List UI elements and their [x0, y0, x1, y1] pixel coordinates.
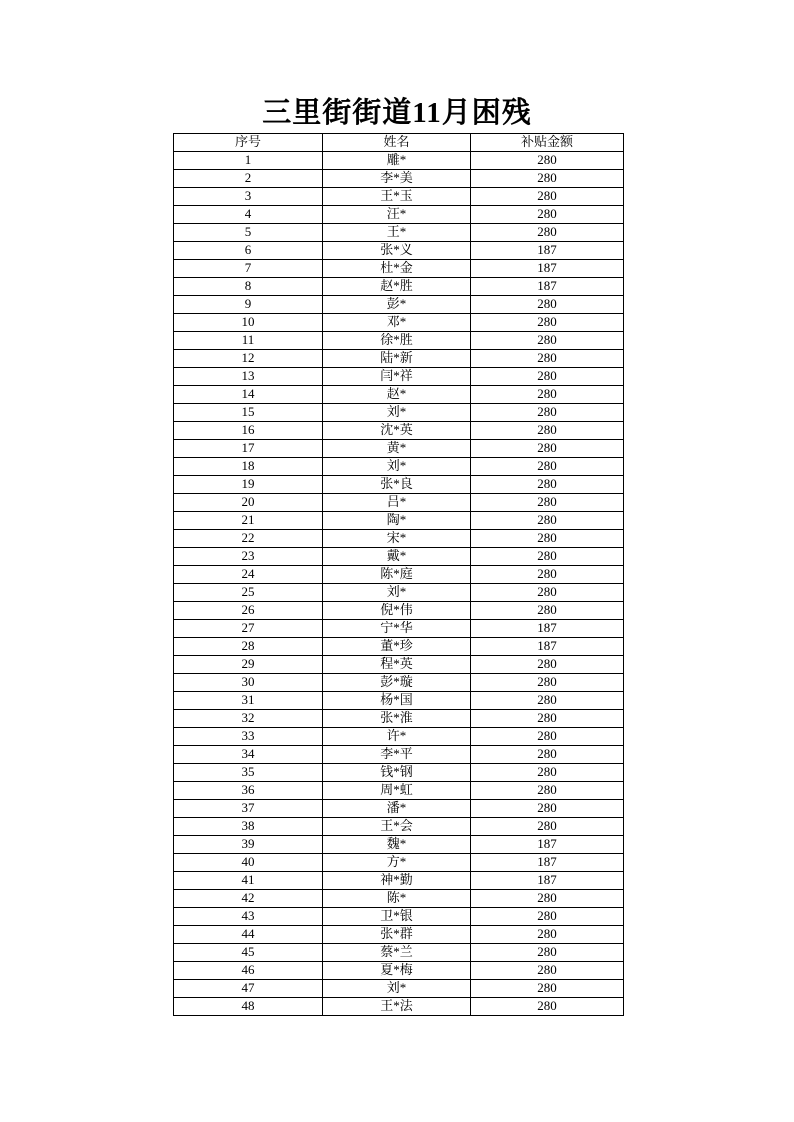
amount-cell: 280 — [471, 170, 624, 188]
row-number-cell: 12 — [174, 350, 323, 368]
table-row — [174, 386, 624, 404]
name-cell: 程*英 — [323, 656, 471, 674]
row-number-cell: 33 — [174, 728, 323, 746]
name-cell: 陆*新 — [323, 350, 471, 368]
row-number-cell: 14 — [174, 386, 323, 404]
amount-cell: 280 — [471, 458, 624, 476]
row-number-cell: 24 — [174, 566, 323, 584]
name-cell: 彭*璇 — [323, 674, 471, 692]
table-row — [174, 998, 624, 1016]
table-row — [174, 638, 624, 656]
name-cell: 潘* — [323, 800, 471, 818]
table-row — [174, 296, 624, 314]
name-cell: 蔡*兰 — [323, 944, 471, 962]
table-row — [174, 224, 624, 242]
name-cell: 陈* — [323, 890, 471, 908]
row-number-cell: 38 — [174, 818, 323, 836]
row-number-cell: 20 — [174, 494, 323, 512]
row-number-cell: 18 — [174, 458, 323, 476]
name-cell: 宋* — [323, 530, 471, 548]
name-cell: 许* — [323, 728, 471, 746]
name-cell: 卫*银 — [323, 908, 471, 926]
name-cell: 李*美 — [323, 170, 471, 188]
row-number-cell: 15 — [174, 404, 323, 422]
page-title: 三里街街道11月困残 — [262, 97, 532, 129]
table-row — [174, 728, 624, 746]
row-number-cell: 11 — [174, 332, 323, 350]
amount-cell: 280 — [471, 980, 624, 998]
table-row — [174, 350, 624, 368]
amount-cell: 280 — [471, 656, 624, 674]
table-row — [174, 368, 624, 386]
name-cell: 王*玉 — [323, 188, 471, 206]
table-row — [174, 422, 624, 440]
name-cell: 杜*金 — [323, 260, 471, 278]
table-row — [174, 512, 624, 530]
row-number-cell: 37 — [174, 800, 323, 818]
amount-cell: 280 — [471, 908, 624, 926]
amount-cell: 280 — [471, 422, 624, 440]
table-row — [174, 836, 624, 854]
row-number-cell: 19 — [174, 476, 323, 494]
amount-cell: 187 — [471, 872, 624, 890]
table-row — [174, 152, 624, 170]
row-number-cell: 45 — [174, 944, 323, 962]
amount-cell: 280 — [471, 314, 624, 332]
amount-cell: 280 — [471, 890, 624, 908]
row-number-cell: 6 — [174, 242, 323, 260]
amount-cell: 187 — [471, 242, 624, 260]
subsidy-table — [173, 133, 624, 1016]
name-cell: 倪*伟 — [323, 602, 471, 620]
column-header-name: 姓名 — [323, 134, 471, 152]
amount-cell: 280 — [471, 728, 624, 746]
name-cell: 宁*华 — [323, 620, 471, 638]
table-row — [174, 908, 624, 926]
table-row — [174, 566, 624, 584]
table-row — [174, 782, 624, 800]
table-row — [174, 188, 624, 206]
table-row — [174, 800, 624, 818]
table-row — [174, 980, 624, 998]
row-number-cell: 46 — [174, 962, 323, 980]
table-row — [174, 260, 624, 278]
name-cell: 张*良 — [323, 476, 471, 494]
row-number-cell: 17 — [174, 440, 323, 458]
table-row — [174, 872, 624, 890]
name-cell: 陈*庭 — [323, 566, 471, 584]
amount-cell: 280 — [471, 386, 624, 404]
table-row — [174, 854, 624, 872]
row-number-cell: 1 — [174, 152, 323, 170]
row-number-cell: 28 — [174, 638, 323, 656]
amount-cell: 280 — [471, 368, 624, 386]
amount-cell: 280 — [471, 800, 624, 818]
table-row — [174, 962, 624, 980]
amount-cell: 280 — [471, 188, 624, 206]
table-row — [174, 890, 624, 908]
table-row — [174, 242, 624, 260]
row-number-cell: 41 — [174, 872, 323, 890]
row-number-cell: 32 — [174, 710, 323, 728]
row-number-cell: 4 — [174, 206, 323, 224]
amount-cell: 280 — [471, 476, 624, 494]
name-cell: 魏* — [323, 836, 471, 854]
row-number-cell: 22 — [174, 530, 323, 548]
column-header-amount: 补贴金额 — [471, 134, 624, 152]
amount-cell: 280 — [471, 692, 624, 710]
amount-cell: 280 — [471, 782, 624, 800]
table-row — [174, 440, 624, 458]
name-cell: 钱*钢 — [323, 764, 471, 782]
table-row — [174, 404, 624, 422]
name-cell: 彭* — [323, 296, 471, 314]
row-number-cell: 16 — [174, 422, 323, 440]
amount-cell: 280 — [471, 926, 624, 944]
name-cell: 神*勤 — [323, 872, 471, 890]
name-cell: 戴* — [323, 548, 471, 566]
amount-cell: 187 — [471, 278, 624, 296]
table-row — [174, 764, 624, 782]
amount-cell: 280 — [471, 818, 624, 836]
table-row — [174, 476, 624, 494]
name-cell: 张*淮 — [323, 710, 471, 728]
amount-cell: 280 — [471, 674, 624, 692]
name-cell: 陶* — [323, 512, 471, 530]
name-cell: 赵*胜 — [323, 278, 471, 296]
table-row — [174, 530, 624, 548]
amount-cell: 280 — [471, 206, 624, 224]
name-cell: 雕* — [323, 152, 471, 170]
amount-cell: 280 — [471, 584, 624, 602]
amount-cell: 280 — [471, 440, 624, 458]
row-number-cell: 34 — [174, 746, 323, 764]
table-row — [174, 656, 624, 674]
row-number-cell: 42 — [174, 890, 323, 908]
name-cell: 杨*国 — [323, 692, 471, 710]
table-row — [174, 458, 624, 476]
amount-cell: 280 — [471, 224, 624, 242]
table-row — [174, 818, 624, 836]
amount-cell: 280 — [471, 764, 624, 782]
amount-cell: 280 — [471, 566, 624, 584]
amount-cell: 187 — [471, 620, 624, 638]
name-cell: 李*平 — [323, 746, 471, 764]
name-cell: 刘* — [323, 404, 471, 422]
name-cell: 徐*胜 — [323, 332, 471, 350]
amount-cell: 280 — [471, 548, 624, 566]
amount-cell: 280 — [471, 404, 624, 422]
row-number-cell: 40 — [174, 854, 323, 872]
table-row — [174, 494, 624, 512]
table-row — [174, 692, 624, 710]
amount-cell: 187 — [471, 836, 624, 854]
table-row — [174, 710, 624, 728]
row-number-cell: 31 — [174, 692, 323, 710]
amount-cell: 187 — [471, 638, 624, 656]
name-cell: 夏*梅 — [323, 962, 471, 980]
table-row — [174, 674, 624, 692]
name-cell: 刘* — [323, 584, 471, 602]
name-cell: 闫*祥 — [323, 368, 471, 386]
row-number-cell: 9 — [174, 296, 323, 314]
name-cell: 刘* — [323, 458, 471, 476]
row-number-cell: 10 — [174, 314, 323, 332]
name-cell: 王* — [323, 224, 471, 242]
row-number-cell: 5 — [174, 224, 323, 242]
row-number-cell: 35 — [174, 764, 323, 782]
name-cell: 汪* — [323, 206, 471, 224]
amount-cell: 280 — [471, 494, 624, 512]
row-number-cell: 39 — [174, 836, 323, 854]
table-row — [174, 926, 624, 944]
name-cell: 黄* — [323, 440, 471, 458]
amount-cell: 280 — [471, 332, 624, 350]
table-header-row — [174, 134, 624, 152]
name-cell: 王*法 — [323, 998, 471, 1016]
table-row — [174, 746, 624, 764]
row-number-cell: 43 — [174, 908, 323, 926]
name-cell: 刘* — [323, 980, 471, 998]
row-number-cell: 36 — [174, 782, 323, 800]
name-cell: 吕* — [323, 494, 471, 512]
row-number-cell: 8 — [174, 278, 323, 296]
row-number-cell: 7 — [174, 260, 323, 278]
name-cell: 周*虹 — [323, 782, 471, 800]
row-number-cell: 3 — [174, 188, 323, 206]
name-cell: 沈*英 — [323, 422, 471, 440]
table-row — [174, 944, 624, 962]
row-number-cell: 29 — [174, 656, 323, 674]
amount-cell: 280 — [471, 944, 624, 962]
amount-cell: 280 — [471, 152, 624, 170]
amount-cell: 187 — [471, 854, 624, 872]
row-number-cell: 21 — [174, 512, 323, 530]
amount-cell: 280 — [471, 710, 624, 728]
amount-cell: 280 — [471, 998, 624, 1016]
table-row — [174, 332, 624, 350]
table-row — [174, 602, 624, 620]
amount-cell: 280 — [471, 296, 624, 314]
name-cell: 张*义 — [323, 242, 471, 260]
column-header-index: 序号 — [174, 134, 323, 152]
table-row — [174, 206, 624, 224]
name-cell: 邓* — [323, 314, 471, 332]
table-row — [174, 278, 624, 296]
amount-cell: 280 — [471, 746, 624, 764]
name-cell: 方* — [323, 854, 471, 872]
row-number-cell: 26 — [174, 602, 323, 620]
table-row — [174, 584, 624, 602]
row-number-cell: 44 — [174, 926, 323, 944]
table-row — [174, 548, 624, 566]
row-number-cell: 30 — [174, 674, 323, 692]
name-cell: 张*群 — [323, 926, 471, 944]
row-number-cell: 47 — [174, 980, 323, 998]
name-cell: 董*珍 — [323, 638, 471, 656]
amount-cell: 187 — [471, 260, 624, 278]
row-number-cell: 23 — [174, 548, 323, 566]
table-row — [174, 620, 624, 638]
row-number-cell: 13 — [174, 368, 323, 386]
amount-cell: 280 — [471, 350, 624, 368]
amount-cell: 280 — [471, 512, 624, 530]
table-row — [174, 314, 624, 332]
row-number-cell: 27 — [174, 620, 323, 638]
amount-cell: 280 — [471, 530, 624, 548]
name-cell: 王*会 — [323, 818, 471, 836]
row-number-cell: 48 — [174, 998, 323, 1016]
row-number-cell: 2 — [174, 170, 323, 188]
amount-cell: 280 — [471, 962, 624, 980]
amount-cell: 280 — [471, 602, 624, 620]
table-row — [174, 170, 624, 188]
row-number-cell: 25 — [174, 584, 323, 602]
name-cell: 赵* — [323, 386, 471, 404]
table-body — [174, 152, 624, 1016]
